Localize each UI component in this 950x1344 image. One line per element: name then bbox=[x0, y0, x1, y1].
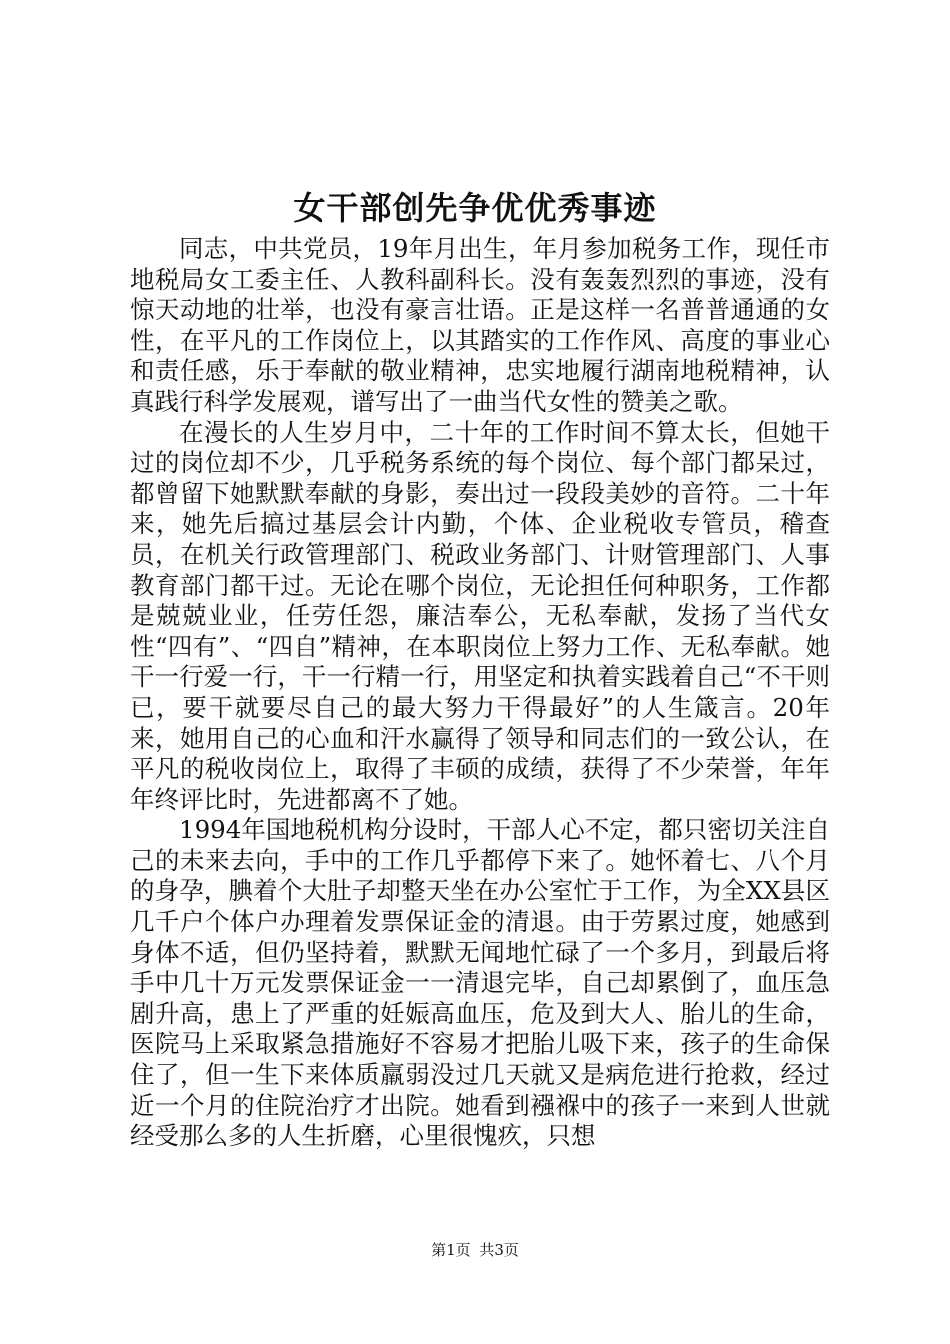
document-title: 女干部创先争优优秀事迹 bbox=[293, 189, 657, 227]
document-body bbox=[130, 234, 830, 1152]
paragraph: 同志，中共党员，19年月出生，年月参加税务工作，现任市地税局女工委主任、人教科副科长。没有轰轰烈烈的事迹，没有惊天动地的壮举，也没有豪言壮语。正是这样一名普普通通的女性，在平凡的工作岗位上，以其踏实的工作作风、高度的事业心和责任感，乐于奉献的敬业精神，忠实地履行湖南地税精神，认真践行科学发展观，谱写出了一曲当代女性的赞美之歌。 bbox=[130, 234, 830, 416]
page-number: 第1页 bbox=[431, 1241, 471, 1259]
paragraph: 在漫长的人生岁月中，二十年的工作时间不算太长，但她干过的岗位却不少，几乎税务系统的每个岗位、每个部门都呆过，都曾留下她默默奉献的身影，奏出过一段段美妙的音符。二十年来，她先后搞过基层会计内勤，个体、企业税收专管员，稽查员，在机关行政管理部门、税政业务部门、计财管理部门、人事教育部门都干过。无论在哪个岗位，无论担任何种职务，工作都是兢兢业业，任劳任怨，廉洁奉公，无私奉献，发扬了当代女性“四有”、“四自”精神，在本职岗位上努力工作、无私奉献。她干一行爱一行，干一行精一行，用坚定和执着实践着自己“不干则已，要干就要尽自己的最大努力干得最好”的人生箴言。20年来，她用自己的心血和汗水赢得了领导和同志们的一致公认，在平凡的税收岗位上，取得了丰硕的成绩，获得了不少荣誉，年年年终评比时，先进都离不了她。 bbox=[130, 417, 830, 814]
page-footer bbox=[0, 1240, 950, 1260]
paragraph: 1994年国地税机构分设时，干部人心不定，都只密切关注自己的未来去向，手中的工作几乎都停下来了。她怀着七、八个月的身孕，腆着个大肚子却整天坐在办公室忙于工作，为全XX县区几千户个体户办理着发票保证金的清退。由于劳累过度，她感到身体不适，但仍坚持着，默默无闻地忙碌了一个多月，到最后将手中几十万元发票保证金一一清退完毕，自己却累倒了，血压急剧升高，患上了严重的妊娠高血压，危及到大人、胎儿的生命，医院马上采取紧急措施好不容易才把胎儿吸下来，孩子的生命保住了，但一生下来体质羸弱没过几天就又是病危进行抢救，经过近一个月的住院治疗才出院。她看到襁褓中的孩子一来到人世就经受那么多的人生折磨，心里很愧疚，只想 bbox=[130, 815, 830, 1151]
page-total: 共3页 bbox=[479, 1241, 519, 1259]
